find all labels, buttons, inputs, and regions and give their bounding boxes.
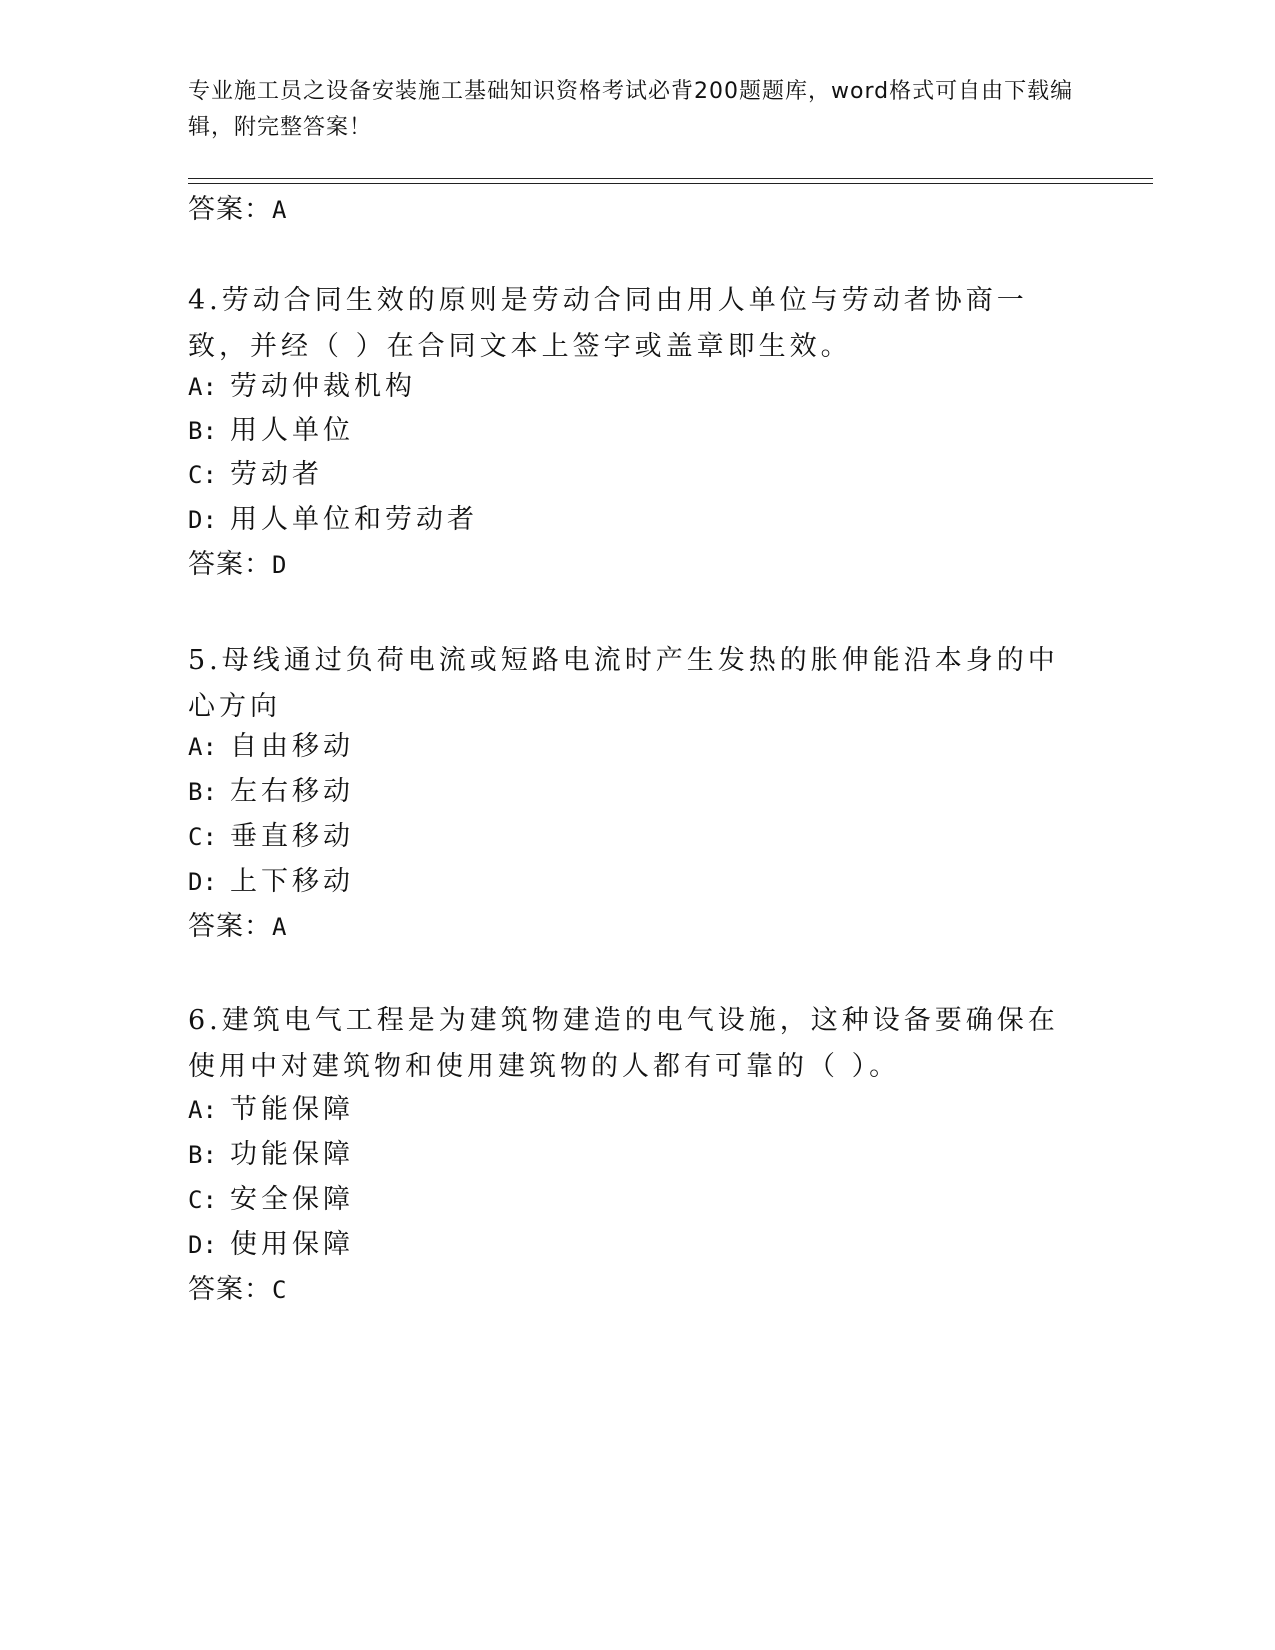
option-letter: B: — [188, 417, 217, 445]
option-letter: A: — [188, 373, 217, 401]
answer-value: A — [272, 913, 288, 941]
question-4-option-a — [188, 370, 416, 404]
option-letter: D: — [188, 506, 217, 534]
header-divider-bottom — [188, 183, 1153, 184]
option-letter: B: — [188, 778, 217, 806]
option-text: 节能保障 — [230, 1094, 354, 1125]
option-text: 上下移动 — [230, 866, 354, 897]
question-4-option-d — [188, 503, 478, 537]
answer-label: 答案： — [188, 549, 272, 580]
question-6-answer — [188, 1273, 287, 1307]
option-letter: C: — [188, 823, 217, 851]
option-text: 左右移动 — [230, 776, 354, 807]
option-text: 功能保障 — [230, 1139, 354, 1170]
answer-label: 答案： — [188, 194, 272, 225]
answer-label: 答案： — [188, 1274, 272, 1305]
question-4-option-b — [188, 414, 354, 448]
document-header: 专业施工员之设备安装施工基础知识资格考试必背200题题库，word格式可自由下载编辑，附完整答案！ — [188, 79, 1074, 140]
question-4-text: 4.劳动合同生效的原则是劳动合同由用人单位与劳动者协商一致，并经（ ）在合同文本上签字或盖章即生效。 — [188, 285, 1028, 362]
answer-value: C — [272, 1276, 288, 1304]
option-text: 自由移动 — [230, 731, 354, 762]
question-6-text: 6.建筑电气工程是为建筑物建造的电气设施，这种设备要确保在使用中对建筑物和使用建筑物的人都有可靠的（ ）。 — [188, 1005, 1059, 1082]
option-text: 劳动者 — [230, 459, 323, 490]
answer-value: A — [272, 196, 288, 224]
question-6-option-a — [188, 1093, 354, 1127]
option-text: 用人单位和劳动者 — [230, 504, 478, 535]
question-5-option-b — [188, 775, 354, 809]
option-letter: C: — [188, 461, 217, 489]
question-5-option-a — [188, 730, 354, 764]
option-text: 垂直移动 — [230, 821, 354, 852]
question-5-answer — [188, 910, 287, 944]
option-text: 用人单位 — [230, 415, 354, 446]
option-letter: C: — [188, 1186, 217, 1214]
question-4-option-c — [188, 458, 323, 492]
option-letter: D: — [188, 868, 217, 896]
question-6-option-b — [188, 1138, 354, 1172]
option-letter: A: — [188, 733, 217, 761]
question-5-option-c — [188, 820, 354, 854]
option-letter: D: — [188, 1231, 217, 1259]
option-letter: A: — [188, 1096, 217, 1124]
question-6-option-c — [188, 1183, 354, 1217]
header-divider-top — [188, 178, 1153, 179]
option-text: 劳动仲裁机构 — [230, 371, 416, 402]
question-5-option-d — [188, 865, 354, 899]
option-text: 使用保障 — [230, 1229, 354, 1260]
option-text: 安全保障 — [230, 1184, 354, 1215]
question-5-text: 5.母线通过负荷电流或短路电流时产生发热的胀伸能沿本身的中心方向 — [188, 645, 1059, 722]
answer-label: 答案： — [188, 911, 272, 942]
answer-value: D — [272, 551, 288, 579]
option-letter: B: — [188, 1141, 217, 1169]
question-4-answer — [188, 548, 287, 582]
answer-previous — [188, 193, 287, 227]
question-6-option-d — [188, 1228, 354, 1262]
